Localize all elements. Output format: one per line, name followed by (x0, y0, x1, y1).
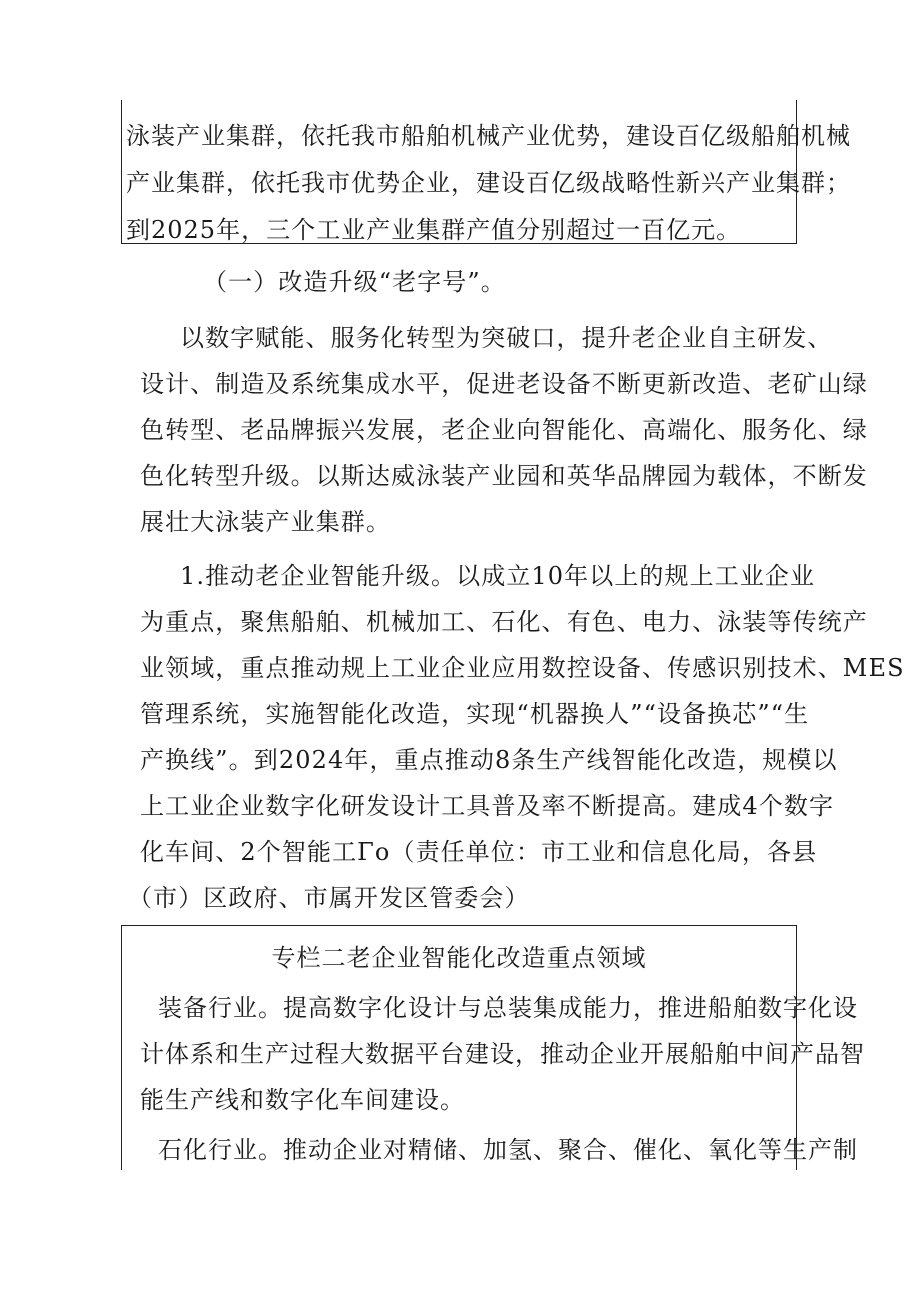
paragraph-1-line: 展壮大泳装产业集群。 (140, 508, 391, 536)
top-bordered-box (121, 100, 851, 244)
section-heading: （一）改造升级“老字号”。 (203, 268, 506, 296)
top-box-line-1: 泳装产业集群，依托我市船舶机械产业优势，建设百亿级船舶机械 (126, 122, 851, 150)
top-box-line-3: 到2025年，三个工业产业集群产值分别超过一百亿元。 (126, 216, 742, 244)
paragraph-2-line: 业领域，重点推动规上工业企业应用数控设备、传感识别技术、MES (140, 654, 905, 682)
paragraph-1-line: 设计、制造及系统集成水平，促进老设备不断更新改造、老矿山绿 (140, 370, 868, 398)
paragraph-2-line: 为重点，聚焦船舶、机械加工、石化、有色、电力、泳装等传统产 (140, 608, 868, 636)
paragraph-2-line: 产换线”。到2024年，重点推动8条生产线智能化改造，规模以 (140, 746, 838, 774)
paragraph-1-line: 以数字赋能、服务化转型为突破口，提升老企业自主研发、 (180, 324, 833, 352)
column-box-title: 专栏二老企业智能化改造重点领域 (271, 944, 647, 972)
column-box-line: 计体系和生产过程大数据平台建设，推动企业开展船舶中间产品智 (140, 1040, 865, 1068)
paragraph-2-line: （市）区政府、市属开发区管委会） (128, 884, 530, 912)
paragraph-1-line: 色转型、老品牌振兴发展，老企业向智能化、高端化、服务化、绿 (140, 416, 868, 444)
column-box-line: 石化行业。推动企业对精储、加氢、聚合、催化、氧化等生产制 (158, 1136, 858, 1164)
paragraph-1-line: 色化转型升级。以斯达威泳装产业园和英华品牌园为载体，不断发 (140, 462, 868, 490)
column-box-line: 能生产线和数字化车间建设。 (140, 1086, 465, 1114)
paragraph-2-line: 化车间、2个智能工Γo（责任单位：市工业和信息化局，各县 (140, 838, 818, 866)
column-box-line: 装备行业。提高数字化设计与总装集成能力，推进船舶数字化设 (158, 994, 858, 1022)
paragraph-2-line: 1.推动老企业智能升级。以成立10年以上的规上工业企业 (180, 562, 816, 590)
top-box-line-2: 产业集群，依托我市优势企业，建设百亿级战略性新兴产业集群； (126, 169, 851, 197)
column-box (121, 925, 865, 1170)
paragraph-2-line: 上工业企业数字化研发设计工具普及率不断提高。建成4个数字 (140, 792, 835, 820)
paragraph-2-line: 管理系统，实施智能化改造，实现“机器换人”“设备换芯”“生 (140, 700, 810, 728)
